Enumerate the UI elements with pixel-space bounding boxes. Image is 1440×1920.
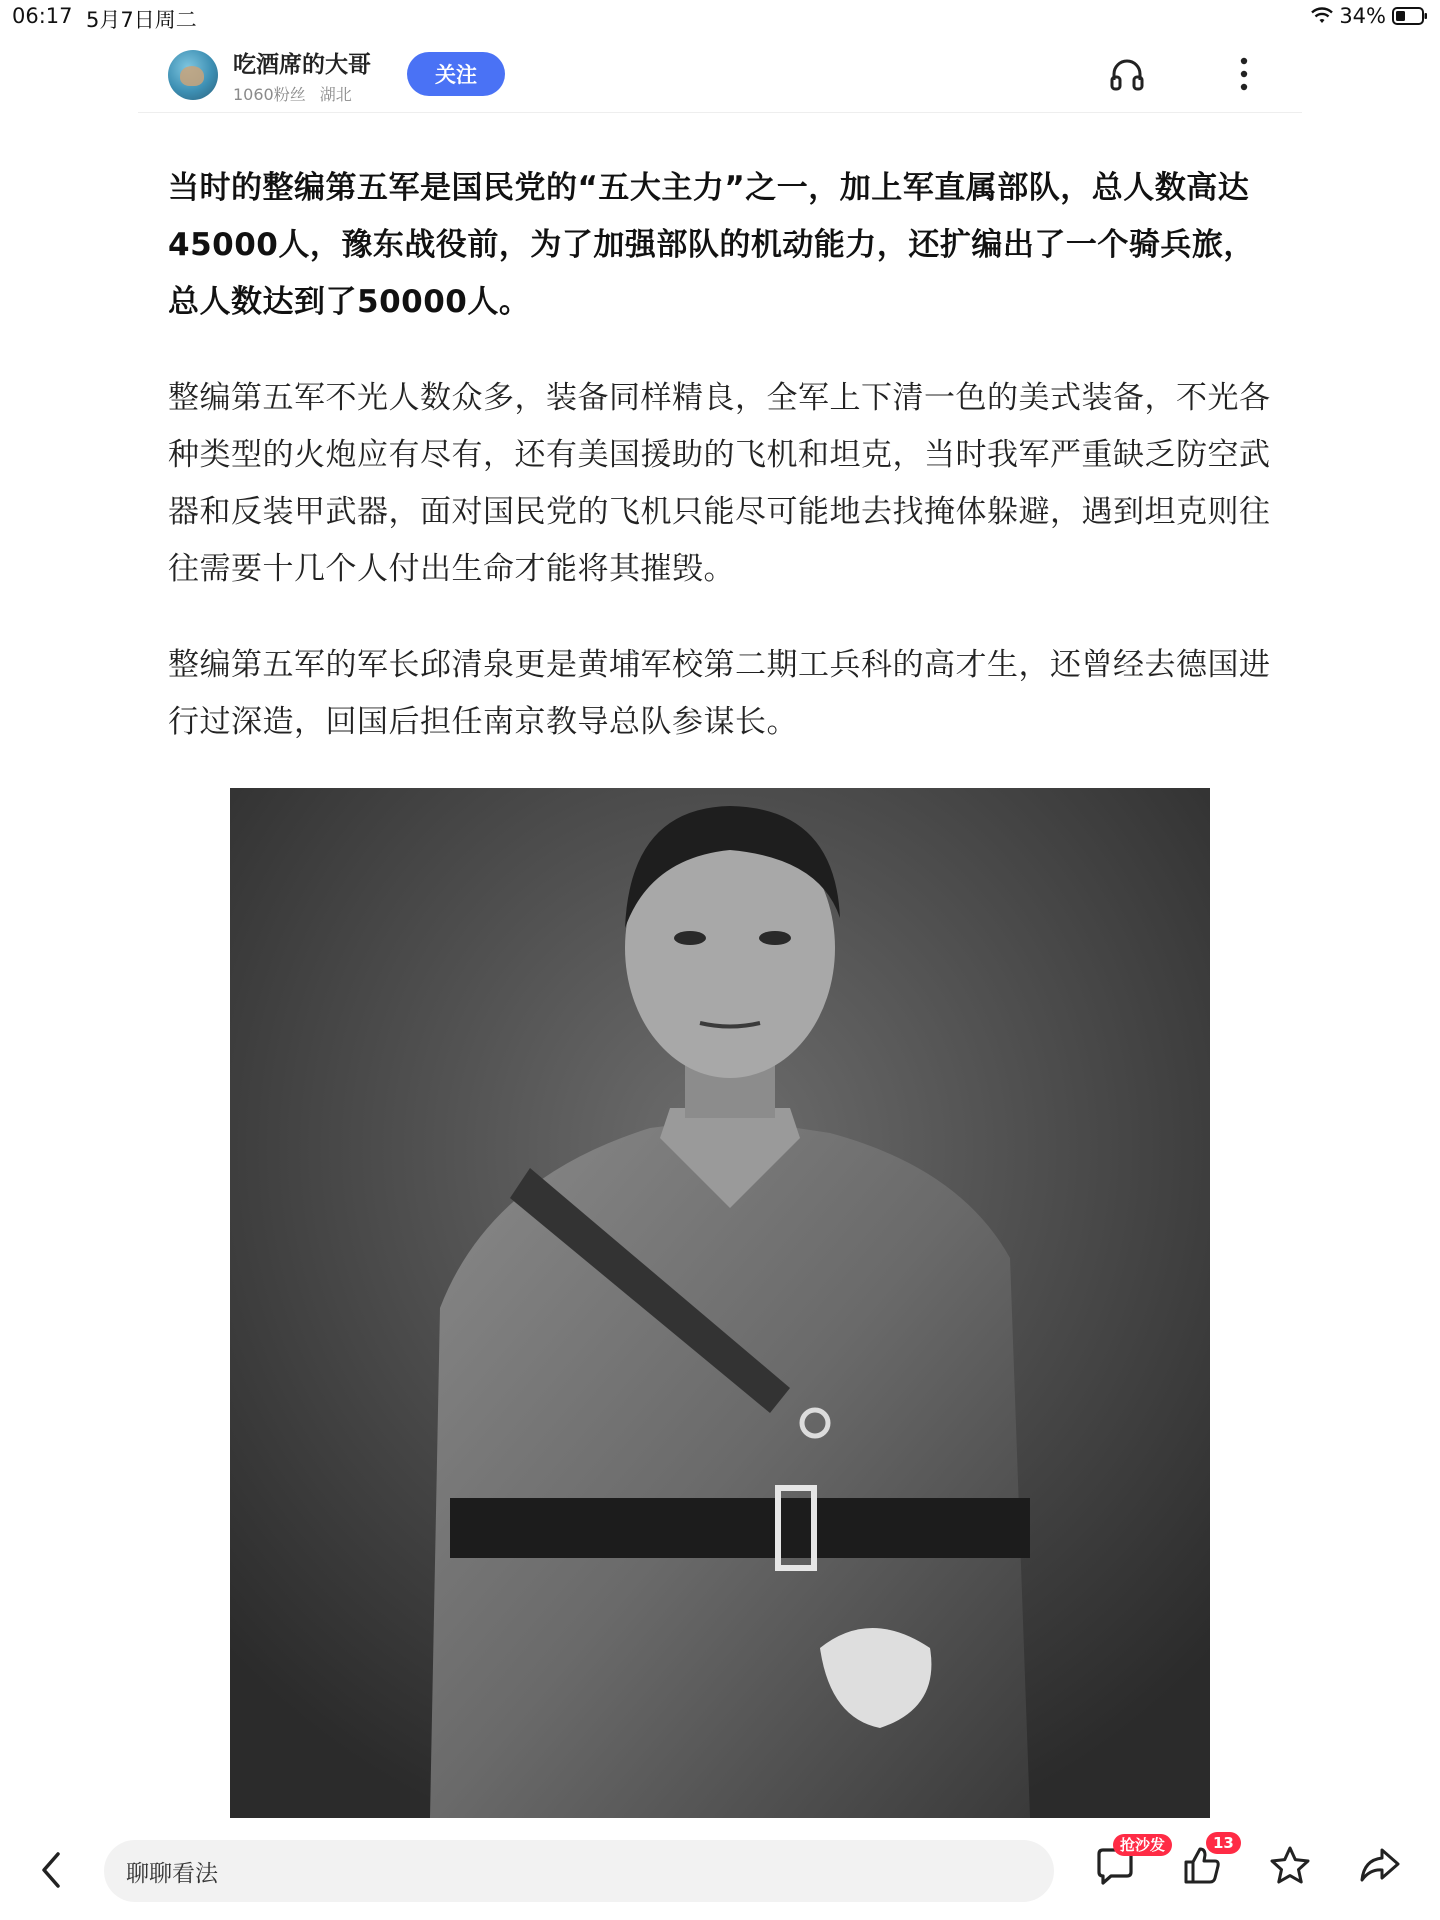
status-date: 5月7日周二 <box>86 8 197 32</box>
article-paragraph-2: 整编第五军不光人数众多，装备同样精良，全军上下清一色的美式装备，不光各种类型的火炮应有尽有，还有美国援助的飞机和坦克，当时我军严重缺乏防空武器和反装甲武器，面对国民党的飞机只能尽可能地去找掩体躲避，遇到坦克则往往需要十几个人付出生命才能将其摧毁。 <box>168 380 1271 587</box>
status-time: 06:17 <box>12 4 73 28</box>
article-paragraph-3: 整编第五军的军长邱清泉更是黄埔军校第二期工兵科的高才生，还曾经去德国进行过深造，回国后担任南京教导总队参谋长。 <box>168 647 1271 740</box>
article-photo[interactable] <box>230 788 1210 1818</box>
wifi-icon <box>1311 7 1333 25</box>
author-meta <box>233 82 352 105</box>
author-name[interactable]: 吃酒席的大哥 <box>233 52 371 78</box>
star-icon <box>1268 1844 1312 1888</box>
like-count-badge: 13 <box>1206 1832 1241 1854</box>
follow-button[interactable]: 关注 <box>407 52 505 96</box>
back-icon[interactable] <box>36 1848 66 1896</box>
battery-percent: 34% <box>1339 4 1386 28</box>
comment-input-placeholder: 聊聊看法 <box>126 1860 218 1887</box>
favorite-button[interactable] <box>1268 1844 1312 1892</box>
share-icon <box>1358 1844 1402 1888</box>
share-button[interactable] <box>1358 1844 1402 1892</box>
article-paragraph-1: 当时的整编第五军是国民党的“五大主力”之一，加上军直属部队，总人数高达45000人，豫东战役前，为了加强部队的机动能力，还扩编出了一个骑兵旅，总人数达到了50000人。 <box>168 170 1255 320</box>
comment-button[interactable] <box>1093 1836 1166 1892</box>
status-indicators <box>1311 4 1428 28</box>
comment-badge: 抢沙发 <box>1113 1834 1172 1856</box>
bottom-action-bar <box>0 1818 1440 1920</box>
headphones-icon[interactable] <box>1107 54 1147 98</box>
status-bar <box>0 0 1440 36</box>
author-header <box>138 40 1302 113</box>
like-button[interactable] <box>1180 1834 1234 1892</box>
more-icon[interactable] <box>1238 54 1250 98</box>
avatar[interactable] <box>168 50 218 100</box>
follower-count: 1060粉丝 <box>233 85 306 104</box>
comment-input[interactable] <box>104 1840 1054 1902</box>
battery-icon <box>1392 6 1428 26</box>
author-location: 湖北 <box>319 85 352 104</box>
